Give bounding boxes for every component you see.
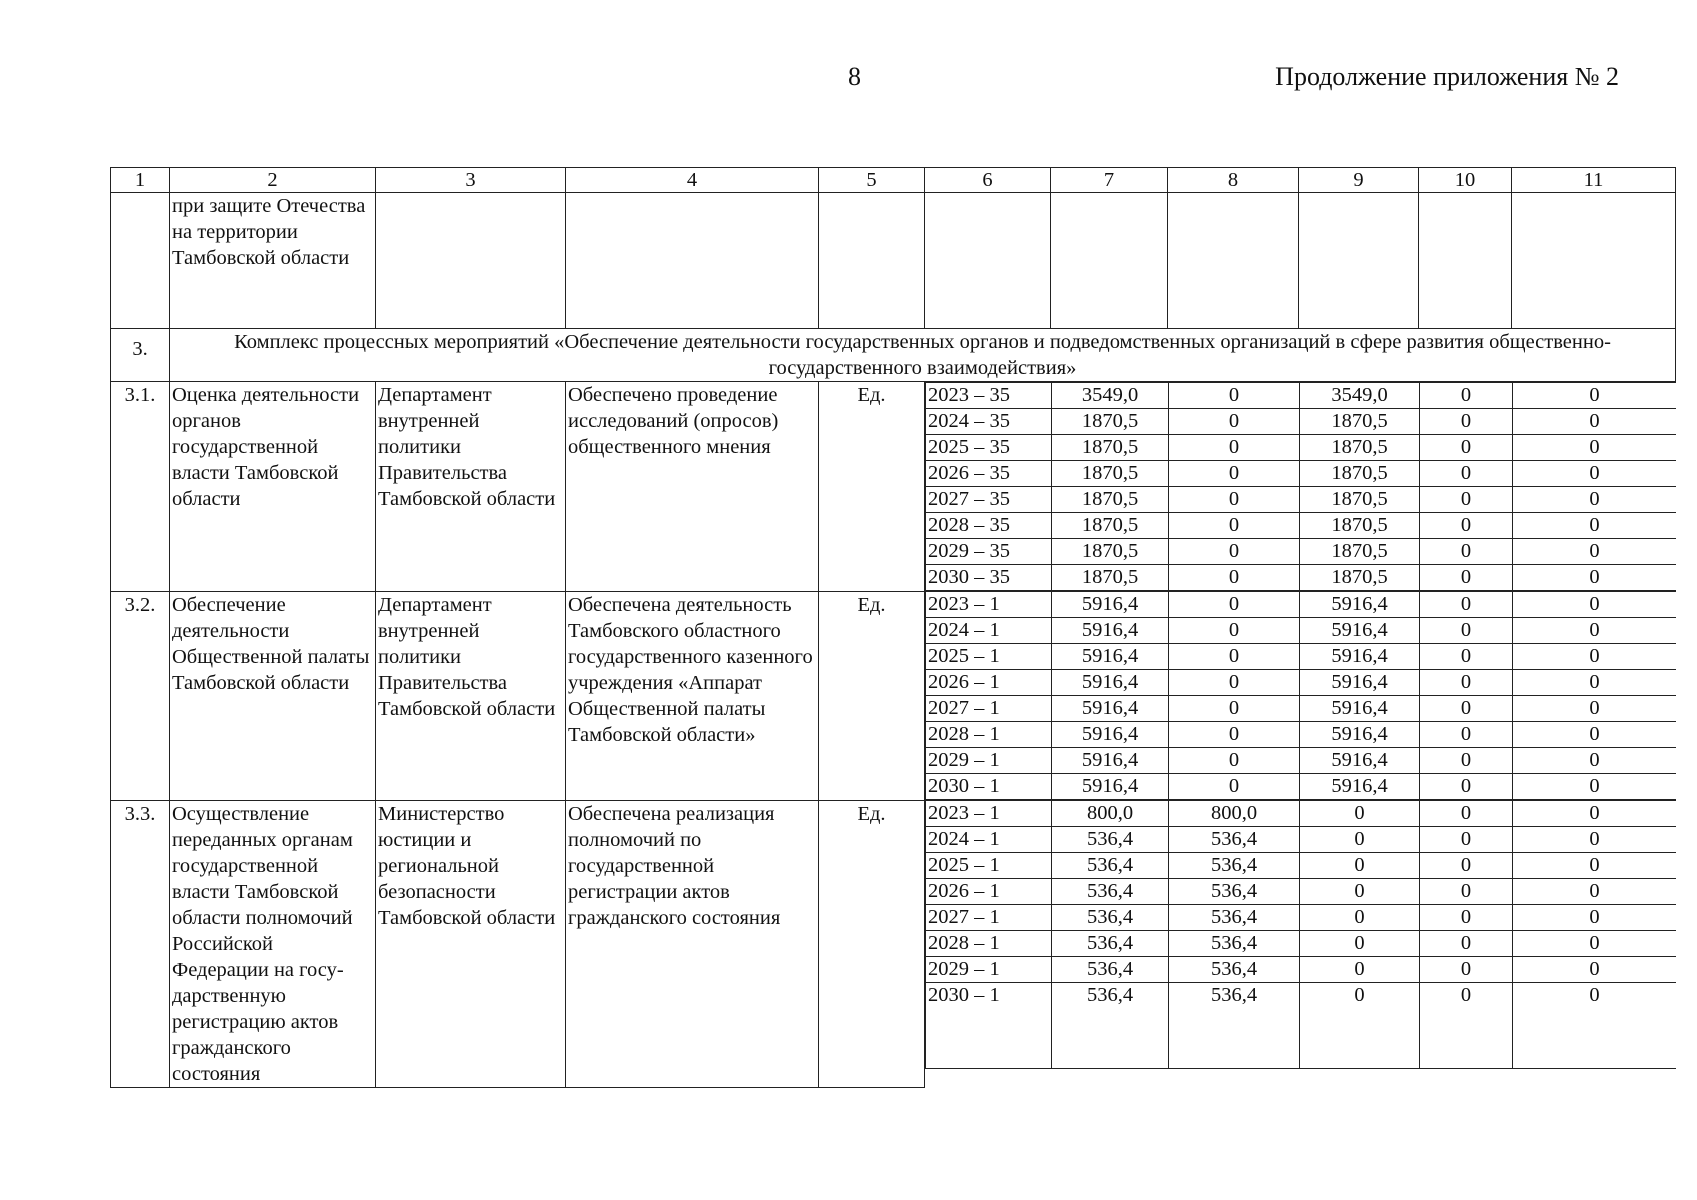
federal-value: 800,0 — [1169, 801, 1300, 827]
municipal-value: 0 — [1420, 383, 1513, 409]
year-target: 2024 – 35 — [926, 409, 1052, 435]
federal-value: 536,4 — [1169, 957, 1300, 983]
yearly-values-table — [925, 382, 1676, 591]
total-value: 5916,4 — [1052, 696, 1169, 722]
regional-value: 5916,4 — [1300, 696, 1420, 722]
year-row — [926, 931, 1676, 957]
other-value: 0 — [1513, 957, 1676, 983]
municipal-value: 0 — [1420, 487, 1513, 513]
year-row — [926, 774, 1676, 800]
total-value: 5916,4 — [1052, 748, 1169, 774]
year-target: 2028 – 35 — [926, 513, 1052, 539]
year-row — [926, 644, 1676, 670]
other-value: 0 — [1513, 983, 1676, 1069]
municipal-value: 0 — [1420, 774, 1513, 800]
year-row — [926, 618, 1676, 644]
municipal-value: 0 — [1420, 748, 1513, 774]
federal-value: 536,4 — [1169, 983, 1300, 1069]
measure-result: Обеспечена деятельность Тамбовского областного государственного казенного учреждения «Аппарат Общественной палаты Тамбовской области» — [566, 591, 819, 800]
section-title: Комплекс процессных мероприятий «Обеспечение деятельности государственных органов и подведомственных организаций в сфере развития общественно-государственного взаимодействия» — [170, 329, 1676, 382]
regional-value: 3549,0 — [1300, 383, 1420, 409]
measure-number: 3.1. — [111, 382, 170, 592]
yearly-values-table — [925, 800, 1676, 1069]
regional-value: 0 — [1300, 853, 1420, 879]
yearly-values — [925, 382, 1676, 592]
measure-executor: Министерство юстиции и региональной безопасности Тамбовской области — [376, 800, 566, 1087]
year-target: 2026 – 1 — [926, 670, 1052, 696]
total-value: 5916,4 — [1052, 670, 1169, 696]
total-value: 536,4 — [1052, 983, 1169, 1069]
year-target: 2024 – 1 — [926, 618, 1052, 644]
regional-value: 0 — [1300, 983, 1420, 1069]
measure-unit: Ед. — [819, 591, 925, 800]
other-value: 0 — [1513, 513, 1676, 539]
total-value: 5916,4 — [1052, 592, 1169, 618]
other-value: 0 — [1513, 827, 1676, 853]
regional-value: 0 — [1300, 905, 1420, 931]
other-value: 0 — [1513, 931, 1676, 957]
year-row — [926, 853, 1676, 879]
column-number: 4 — [566, 168, 819, 193]
regional-value: 1870,5 — [1300, 435, 1420, 461]
federal-value: 0 — [1169, 592, 1300, 618]
year-row — [926, 905, 1676, 931]
measure-result: Обеспечена реализация полномочий по государственной регистрации актов гражданского состояния — [566, 800, 819, 1087]
other-value: 0 — [1513, 722, 1676, 748]
municipal-value: 0 — [1420, 670, 1513, 696]
federal-value: 0 — [1169, 774, 1300, 800]
regional-value: 1870,5 — [1300, 487, 1420, 513]
year-row — [926, 565, 1676, 591]
other-value: 0 — [1513, 461, 1676, 487]
regional-value: 5916,4 — [1300, 670, 1420, 696]
measure-number: 3.3. — [111, 800, 170, 1087]
other-value: 0 — [1513, 435, 1676, 461]
municipal-value: 0 — [1420, 592, 1513, 618]
section-row — [111, 329, 1676, 382]
regional-value: 0 — [1300, 801, 1420, 827]
total-value: 1870,5 — [1052, 513, 1169, 539]
year-row — [926, 592, 1676, 618]
year-target: 2023 – 1 — [926, 592, 1052, 618]
federal-value: 536,4 — [1169, 853, 1300, 879]
column-number: 11 — [1512, 168, 1676, 193]
column-number: 6 — [925, 168, 1051, 193]
municipal-value: 0 — [1420, 722, 1513, 748]
regional-value: 1870,5 — [1300, 513, 1420, 539]
column-number: 5 — [819, 168, 925, 193]
regional-value: 5916,4 — [1300, 748, 1420, 774]
year-target: 2029 – 1 — [926, 748, 1052, 774]
year-target: 2025 – 1 — [926, 853, 1052, 879]
municipal-value: 0 — [1420, 696, 1513, 722]
year-row — [926, 748, 1676, 774]
other-value: 0 — [1513, 383, 1676, 409]
year-target: 2030 – 1 — [926, 774, 1052, 800]
municipal-value: 0 — [1420, 461, 1513, 487]
federal-value: 0 — [1169, 513, 1300, 539]
year-row — [926, 487, 1676, 513]
year-target: 2023 – 35 — [926, 383, 1052, 409]
measure-executor: Департамент внутренней политики Правительства Тамбовской области — [376, 382, 566, 592]
federal-value: 536,4 — [1169, 827, 1300, 853]
regional-value: 1870,5 — [1300, 539, 1420, 565]
total-value: 5916,4 — [1052, 774, 1169, 800]
total-value: 1870,5 — [1052, 539, 1169, 565]
other-value: 0 — [1513, 644, 1676, 670]
year-row — [926, 957, 1676, 983]
year-row — [926, 983, 1676, 1069]
yearly-values — [925, 800, 1676, 1087]
measure-name: Осуществление переданных органам государственной власти Тамбовской области полномочий Российской Федерации на госу-дарственную регистрацию актов гражданского состояния — [170, 800, 376, 1087]
regional-value: 5916,4 — [1300, 592, 1420, 618]
measures-table — [110, 167, 1676, 1088]
federal-value: 0 — [1169, 539, 1300, 565]
year-row — [926, 827, 1676, 853]
regional-value: 5916,4 — [1300, 618, 1420, 644]
federal-value: 0 — [1169, 461, 1300, 487]
column-number: 1 — [111, 168, 170, 193]
year-target: 2027 – 35 — [926, 487, 1052, 513]
municipal-value: 0 — [1420, 801, 1513, 827]
year-row — [926, 409, 1676, 435]
year-row — [926, 513, 1676, 539]
total-value: 800,0 — [1052, 801, 1169, 827]
year-target: 2026 – 1 — [926, 879, 1052, 905]
continued-text: при защите Отечества на территории Тамбовской области — [170, 193, 376, 329]
other-value: 0 — [1513, 696, 1676, 722]
regional-value: 5916,4 — [1300, 644, 1420, 670]
regional-value: 0 — [1300, 879, 1420, 905]
year-target: 2029 – 35 — [926, 539, 1052, 565]
municipal-value: 0 — [1420, 435, 1513, 461]
total-value: 5916,4 — [1052, 618, 1169, 644]
measure-unit: Ед. — [819, 800, 925, 1087]
federal-value: 0 — [1169, 644, 1300, 670]
regional-value: 0 — [1300, 827, 1420, 853]
federal-value: 0 — [1169, 487, 1300, 513]
federal-value: 536,4 — [1169, 931, 1300, 957]
measure-row — [111, 382, 1676, 592]
federal-value: 0 — [1169, 435, 1300, 461]
federal-value: 0 — [1169, 383, 1300, 409]
total-value: 536,4 — [1052, 853, 1169, 879]
total-value: 536,4 — [1052, 827, 1169, 853]
municipal-value: 0 — [1420, 931, 1513, 957]
municipal-value: 0 — [1420, 827, 1513, 853]
year-target: 2027 – 1 — [926, 696, 1052, 722]
other-value: 0 — [1513, 539, 1676, 565]
municipal-value: 0 — [1420, 879, 1513, 905]
federal-value: 0 — [1169, 670, 1300, 696]
year-target: 2024 – 1 — [926, 827, 1052, 853]
municipal-value: 0 — [1420, 409, 1513, 435]
year-target: 2023 – 1 — [926, 801, 1052, 827]
other-value: 0 — [1513, 853, 1676, 879]
year-row — [926, 383, 1676, 409]
column-number: 8 — [1168, 168, 1299, 193]
total-value: 536,4 — [1052, 905, 1169, 931]
year-row — [926, 801, 1676, 827]
year-target: 2025 – 1 — [926, 644, 1052, 670]
regional-value: 0 — [1300, 931, 1420, 957]
measure-result: Обеспечено проведение исследований (опросов) общественного мнения — [566, 382, 819, 592]
other-value: 0 — [1513, 618, 1676, 644]
municipal-value: 0 — [1420, 539, 1513, 565]
year-row — [926, 435, 1676, 461]
appendix-continuation-label: Продолжение приложения № 2 — [1275, 62, 1619, 91]
year-target: 2027 – 1 — [926, 905, 1052, 931]
year-row — [926, 461, 1676, 487]
regional-value: 1870,5 — [1300, 409, 1420, 435]
federal-value: 0 — [1169, 696, 1300, 722]
federal-value: 0 — [1169, 565, 1300, 591]
other-value: 0 — [1513, 879, 1676, 905]
column-number: 9 — [1299, 168, 1419, 193]
year-row — [926, 670, 1676, 696]
total-value: 1870,5 — [1052, 409, 1169, 435]
yearly-values — [925, 591, 1676, 800]
municipal-value: 0 — [1420, 853, 1513, 879]
yearly-values-table — [925, 591, 1676, 800]
other-value: 0 — [1513, 487, 1676, 513]
section-number: 3. — [111, 329, 170, 382]
year-target: 2029 – 1 — [926, 957, 1052, 983]
column-number: 2 — [170, 168, 376, 193]
municipal-value: 0 — [1420, 644, 1513, 670]
column-number-row — [111, 168, 1676, 193]
total-value: 536,4 — [1052, 957, 1169, 983]
federal-value: 536,4 — [1169, 905, 1300, 931]
federal-value: 0 — [1169, 409, 1300, 435]
total-value: 3549,0 — [1052, 383, 1169, 409]
measure-name: Обеспечение деятельности Общественной палаты Тамбовской области — [170, 591, 376, 800]
year-target: 2030 – 35 — [926, 565, 1052, 591]
year-target: 2030 – 1 — [926, 983, 1052, 1069]
measure-row — [111, 591, 1676, 800]
total-value: 5916,4 — [1052, 722, 1169, 748]
other-value: 0 — [1513, 905, 1676, 931]
federal-value: 0 — [1169, 748, 1300, 774]
regional-value: 5916,4 — [1300, 722, 1420, 748]
measure-unit: Ед. — [819, 382, 925, 592]
federal-value: 536,4 — [1169, 879, 1300, 905]
total-value: 536,4 — [1052, 931, 1169, 957]
measure-name: Оценка деятельности органов государственной власти Тамбовской области — [170, 382, 376, 592]
year-row — [926, 722, 1676, 748]
municipal-value: 0 — [1420, 957, 1513, 983]
municipal-value: 0 — [1420, 618, 1513, 644]
regional-value: 0 — [1300, 957, 1420, 983]
municipal-value: 0 — [1420, 905, 1513, 931]
year-target: 2025 – 35 — [926, 435, 1052, 461]
year-target: 2028 – 1 — [926, 722, 1052, 748]
total-value: 1870,5 — [1052, 487, 1169, 513]
continued-row — [111, 193, 1676, 329]
other-value: 0 — [1513, 565, 1676, 591]
other-value: 0 — [1513, 409, 1676, 435]
other-value: 0 — [1513, 748, 1676, 774]
year-row — [926, 539, 1676, 565]
other-value: 0 — [1513, 774, 1676, 800]
federal-value: 0 — [1169, 722, 1300, 748]
regional-value: 5916,4 — [1300, 774, 1420, 800]
column-number: 7 — [1051, 168, 1168, 193]
page-number: 8 — [848, 62, 861, 91]
year-target: 2026 – 35 — [926, 461, 1052, 487]
column-number: 10 — [1419, 168, 1512, 193]
measure-number: 3.2. — [111, 591, 170, 800]
year-row — [926, 879, 1676, 905]
total-value: 1870,5 — [1052, 565, 1169, 591]
year-target: 2028 – 1 — [926, 931, 1052, 957]
other-value: 0 — [1513, 670, 1676, 696]
measure-row — [111, 800, 1676, 1087]
total-value: 1870,5 — [1052, 461, 1169, 487]
municipal-value: 0 — [1420, 513, 1513, 539]
regional-value: 1870,5 — [1300, 461, 1420, 487]
municipal-value: 0 — [1420, 983, 1513, 1069]
total-value: 1870,5 — [1052, 435, 1169, 461]
year-row — [926, 696, 1676, 722]
measure-executor: Департамент внутренней политики Правительства Тамбовской области — [376, 591, 566, 800]
municipal-value: 0 — [1420, 565, 1513, 591]
other-value: 0 — [1513, 592, 1676, 618]
regional-value: 1870,5 — [1300, 565, 1420, 591]
total-value: 536,4 — [1052, 879, 1169, 905]
total-value: 5916,4 — [1052, 644, 1169, 670]
federal-value: 0 — [1169, 618, 1300, 644]
other-value: 0 — [1513, 801, 1676, 827]
column-number: 3 — [376, 168, 566, 193]
